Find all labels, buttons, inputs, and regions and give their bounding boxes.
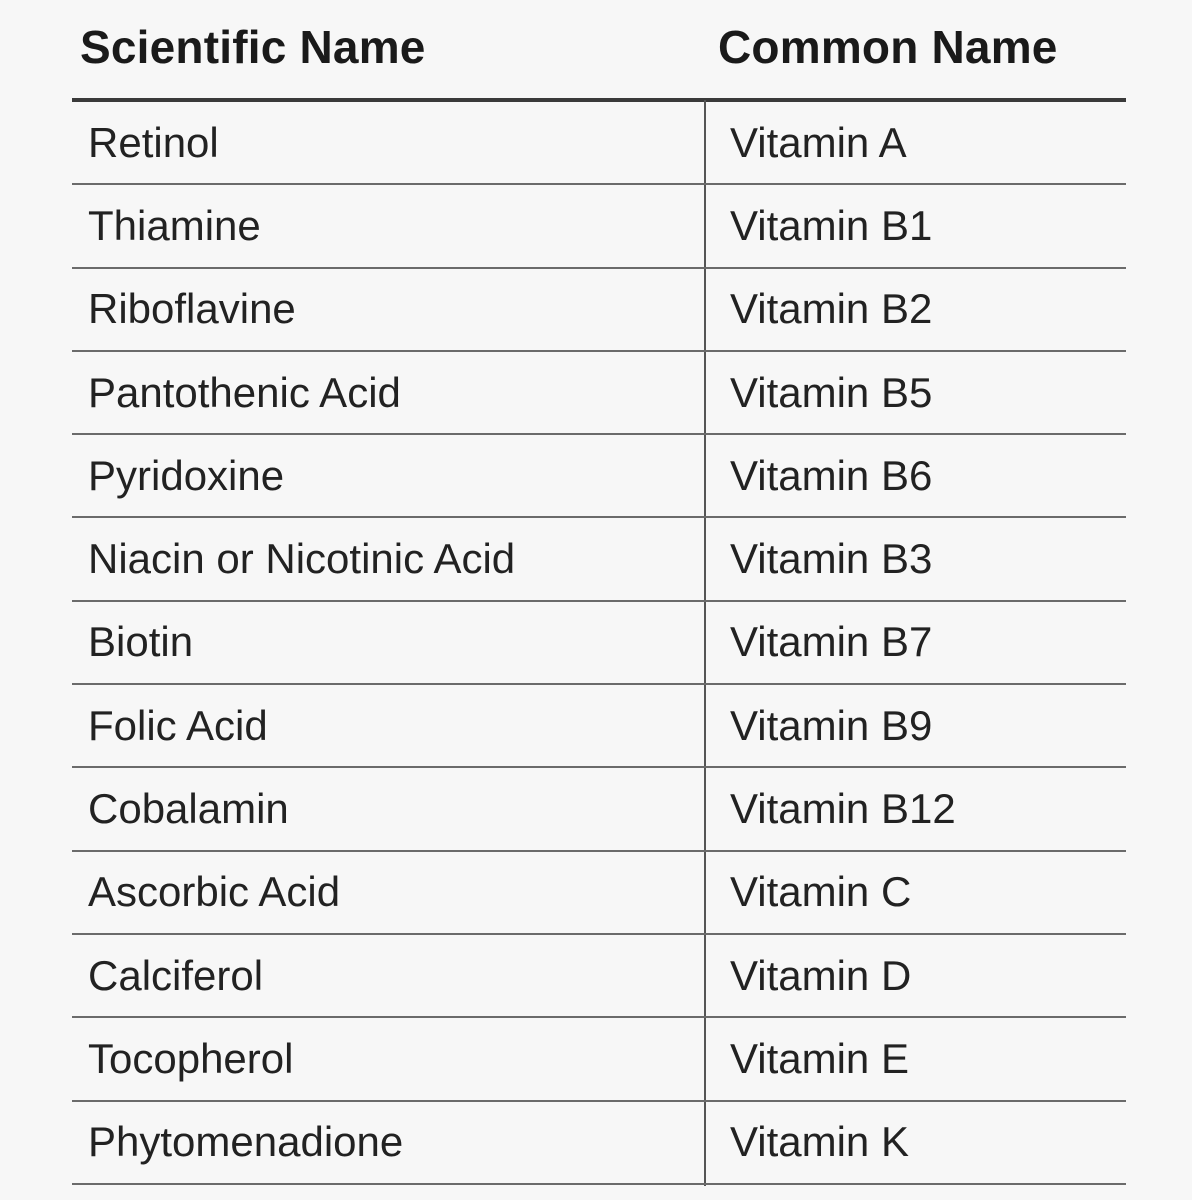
common-name-cell: Vitamin C	[730, 868, 912, 916]
scientific-name-cell: Biotin	[88, 618, 194, 666]
table-row	[72, 1102, 1126, 1185]
table-row	[72, 685, 1126, 768]
table-row	[72, 518, 1126, 601]
common-name-cell: Vitamin B3	[730, 535, 933, 583]
table-row	[72, 185, 1126, 268]
scientific-name-cell: Tocopherol	[88, 1034, 294, 1082]
scientific-name-cell: Riboflavine	[88, 285, 296, 333]
common-name-cell: Vitamin B7	[730, 618, 933, 666]
scientific-name-cell: Calciferol	[88, 951, 264, 999]
scientific-name-cell: Ascorbic Acid	[88, 868, 341, 916]
common-name-cell: Vitamin B9	[730, 701, 933, 749]
common-name-cell: Vitamin K	[730, 1118, 909, 1166]
table-row	[72, 602, 1126, 685]
table-row	[72, 852, 1126, 935]
table-row	[72, 102, 1126, 185]
common-name-cell: Vitamin B12	[730, 785, 956, 833]
scientific-name-cell: Retinol	[88, 118, 219, 166]
table-body	[72, 102, 1126, 1185]
table-row	[72, 435, 1126, 518]
common-name-cell: Vitamin B6	[730, 451, 933, 499]
common-name-cell: Vitamin D	[730, 951, 912, 999]
common-name-cell: Vitamin E	[730, 1034, 909, 1082]
table-row	[72, 352, 1126, 435]
table-row	[72, 269, 1126, 352]
table-row	[72, 768, 1126, 851]
common-name-cell: Vitamin B5	[730, 368, 933, 416]
common-name-cell: Vitamin B2	[730, 285, 933, 333]
common-name-cell: Vitamin A	[730, 118, 907, 166]
table-row	[72, 935, 1126, 1018]
scientific-name-cell: Phytomenadione	[88, 1118, 404, 1166]
scientific-name-cell: Pyridoxine	[88, 451, 285, 499]
header-common-name: Common Name	[718, 21, 1058, 73]
scientific-name-cell: Niacin or Nicotinic Acid	[88, 535, 516, 583]
scientific-name-cell: Pantothenic Acid	[88, 368, 401, 416]
scientific-name-cell: Folic Acid	[88, 701, 268, 749]
common-name-cell: Vitamin B1	[730, 201, 933, 249]
table-header	[72, 0, 1126, 100]
scientific-name-cell: Thiamine	[88, 201, 261, 249]
scientific-name-cell: Cobalamin	[88, 785, 289, 833]
table-row	[72, 1018, 1126, 1101]
header-scientific-name: Scientific Name	[80, 21, 426, 73]
